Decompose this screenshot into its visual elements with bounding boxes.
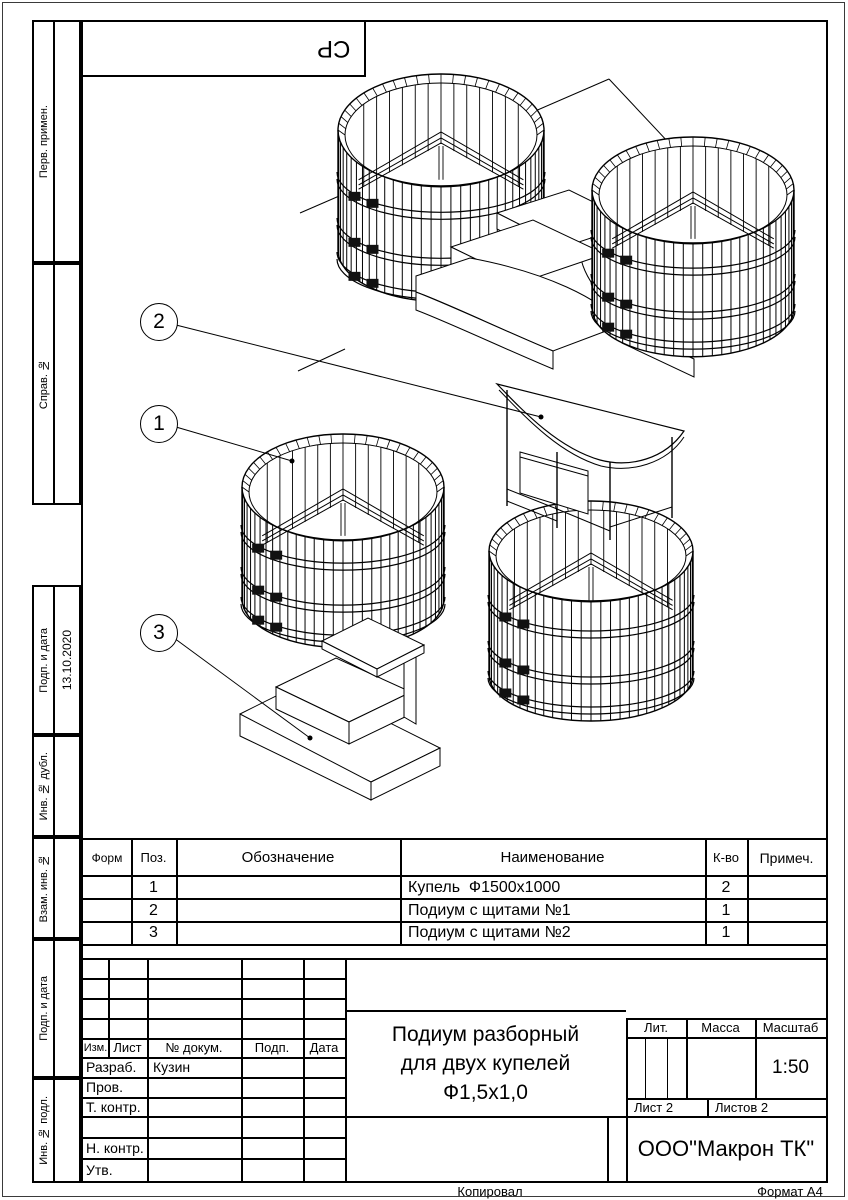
tb-row-label: Т. контр.: [86, 1098, 141, 1115]
document-title: [345, 1010, 626, 1116]
stamp-podp-data-2: [32, 939, 81, 1078]
stamp-inv-dubl: [32, 735, 81, 837]
spec-qty: 1: [721, 901, 731, 919]
spec-qty: 1: [721, 923, 731, 941]
stamp-vzam-inv: [32, 837, 81, 939]
title-line: для двух купелей: [400, 1051, 571, 1075]
spec-header-name: Наименование: [500, 849, 605, 866]
callout-number: 2: [153, 310, 165, 333]
spec-pos: 2: [149, 901, 158, 919]
title-line: Ф1,5х1,0: [443, 1080, 528, 1104]
tb-sheet: Лист 2: [634, 1099, 674, 1115]
stamp-label: Инв. № дубл.: [37, 751, 50, 821]
tb-row-name: [153, 1158, 241, 1181]
tb-row-name: [153, 1077, 241, 1097]
spec-pos: 3: [149, 923, 158, 941]
stamp-label: Перв. примен.: [37, 104, 50, 179]
title-line: Подиум разборный: [391, 1022, 580, 1046]
tb-col-dokum: № докум.: [165, 1040, 223, 1055]
tb-scale-value: 1:50: [772, 1056, 809, 1078]
tb-scale-label: Масштаб: [762, 1020, 819, 1035]
stamp-podp-data-1: [32, 585, 81, 735]
top-designation-box: [81, 20, 366, 77]
tb-col-data: Дата: [309, 1040, 339, 1055]
tb-row-name: [153, 1137, 241, 1158]
spec-header-qty: К-во: [713, 850, 739, 865]
callout-number: 3: [153, 621, 165, 644]
tb-sheets: Листов 2: [715, 1099, 769, 1115]
spec-name: Подиум с щитами №1: [408, 901, 571, 919]
spec-qty: 2: [721, 878, 731, 896]
stamp-label: Подп. и дата: [37, 976, 50, 1041]
spec-header-note: Примеч.: [759, 849, 814, 866]
copied-by-note: Копировал: [457, 1183, 523, 1199]
stamp-label: Инв. № подл.: [37, 1096, 50, 1165]
stamp-sprav-no: [32, 263, 81, 505]
spec-header-designation: Обозначение: [241, 849, 335, 866]
callout-balloon-1: [140, 405, 178, 443]
spec-header-form: Форм: [91, 850, 123, 865]
tb-row-label: Разраб.: [86, 1059, 137, 1075]
spec-name: Подиум с щитами №2: [408, 923, 571, 941]
tb-row-label: Пров.: [86, 1079, 123, 1095]
tb-col-list: Лист: [113, 1040, 142, 1055]
tb-lit-label: Лит.: [644, 1020, 668, 1035]
tb-mass-label: Масса: [701, 1020, 740, 1035]
stamp-label: Подп. и дата: [37, 627, 50, 693]
spec-name: Купель Ф1500х1000: [408, 878, 561, 896]
title-block: [81, 958, 828, 1183]
tb-row-label: Н. контр.: [86, 1139, 144, 1156]
stamp-date-value: 13.10.2020: [60, 629, 74, 691]
tb-row-name: Кузин: [153, 1059, 191, 1075]
tb-col-izm: Изм.: [83, 1041, 108, 1054]
tb-col-podp: Подп.: [254, 1040, 290, 1055]
stamp-inv-podl: [32, 1078, 81, 1183]
spec-table: [81, 838, 828, 946]
designation-rotated: СР: [316, 35, 350, 62]
spec-pos: 1: [149, 878, 158, 896]
spec-header-pos: Поз.: [140, 850, 167, 865]
stamp-perv-primen: [32, 20, 81, 263]
stamp-label: Справ. №: [37, 358, 50, 410]
callout-number: 1: [153, 412, 165, 435]
callout-balloon-2: [140, 303, 178, 341]
callout-balloon-3: [140, 614, 178, 652]
tb-company: ООО"Макрон ТК": [637, 1135, 815, 1161]
format-note: Формат А4: [757, 1183, 823, 1199]
tb-row-name: [153, 1097, 241, 1116]
tb-row-label: Утв.: [86, 1161, 113, 1178]
stamp-label: Взам. инв. №: [37, 853, 50, 923]
